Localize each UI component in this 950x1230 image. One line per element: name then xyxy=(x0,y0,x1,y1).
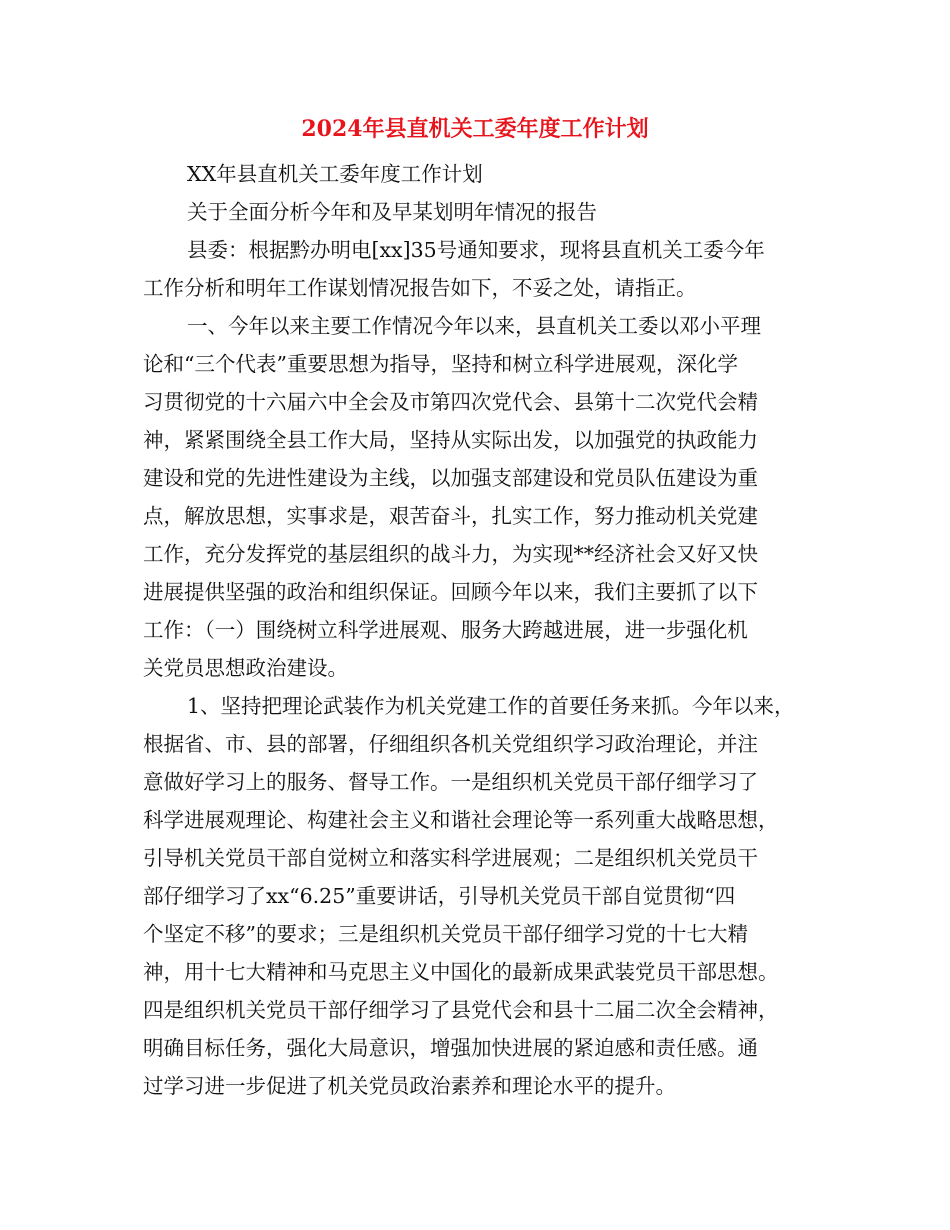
paragraph-line: 引导机关党员干部自觉树立和落实科学进展观；二是组织机关党员干 xyxy=(143,846,758,870)
paragraph-line: 明确目标任务，强化大局意识，增强加快进展的紧迫感和责任感。通 xyxy=(143,1036,758,1060)
paragraph-line: 论和“三个代表”重要思想为指导，坚持和树立科学进展观，深化学 xyxy=(143,352,738,376)
report-title-line: 关于全面分析今年和及早某划明年情况的报告 xyxy=(187,200,597,224)
paragraph-line: 意做好学习上的服务、督导工作。一是组织机关党员干部仔细学习了 xyxy=(143,770,758,794)
paragraph-line: 四是组织机关党员干部仔细学习了县党代会和县十二届二次全会精神， xyxy=(143,998,779,1022)
paragraph-line: 工作，充分发挥党的基层组织的战斗力，为实现**经济社会又好又快 xyxy=(143,542,758,566)
paragraph-line: 习贯彻党的十六届六中全会及市第四次党代会、县第十二次党代会精 xyxy=(143,390,758,414)
paragraph-line: 1、坚持把理论武装作为机关党建工作的首要任务来抓。今年以来， xyxy=(187,694,795,718)
paragraph-line: 工作分析和明年工作谋划情况报告如下，不妥之处，请指正。 xyxy=(143,276,697,300)
paragraph-line: 神，用十七大精神和马克思主义中国化的最新成果武装党员干部思想。 xyxy=(143,960,779,984)
paragraph-line: 一、今年以来主要工作情况今年以来，县直机关工委以邓小平理 xyxy=(187,314,761,338)
paragraph-line: 工作：（一）围绕树立科学进展观、服务大跨越进展，进一步强化机 xyxy=(143,618,748,642)
paragraph-line: 进展提供坚强的政治和组织保证。回顾今年以来，我们主要抓了以下 xyxy=(143,580,758,604)
paragraph-line: 个坚定不移”的要求；三是组织机关党员干部仔细学习党的十七大精 xyxy=(143,922,748,946)
paragraph-line: 科学进展观理论、构建社会主义和谐社会理论等一系列重大战略思想， xyxy=(143,808,779,832)
paragraph-line: 关党员思想政治建设。 xyxy=(143,656,348,680)
paragraph-line: 点，解放思想，实事求是，艰苦奋斗，扎实工作，努力推动机关党建 xyxy=(143,504,758,528)
subtitle-line: XX年县直机关工委年度工作计划 xyxy=(187,162,483,186)
paragraph-line: 建设和党的先进性建设为主线，以加强支部建设和党员队伍建设为重 xyxy=(143,466,758,490)
paragraph-line: 县委：根据黔办明电[xx]35号通知要求，现将县直机关工委今年 xyxy=(187,238,765,262)
paragraph-line: 神，紧紧围绕全县工作大局，坚持从实际出发，以加强党的执政能力 xyxy=(143,428,758,452)
paragraph-line: 部仔细学习了xx“6.25”重要讲话，引导机关党员干部自觉贯彻“四 xyxy=(143,884,736,908)
paragraph-line: 过学习进一步促进了机关党员政治素养和理论水平的提升。 xyxy=(143,1074,676,1098)
document-title: 2024年县直机关工委年度工作计划 xyxy=(301,116,649,142)
paragraph-line: 根据省、市、县的部署，仔细组织各机关党组织学习政治理论，并注 xyxy=(143,732,758,756)
